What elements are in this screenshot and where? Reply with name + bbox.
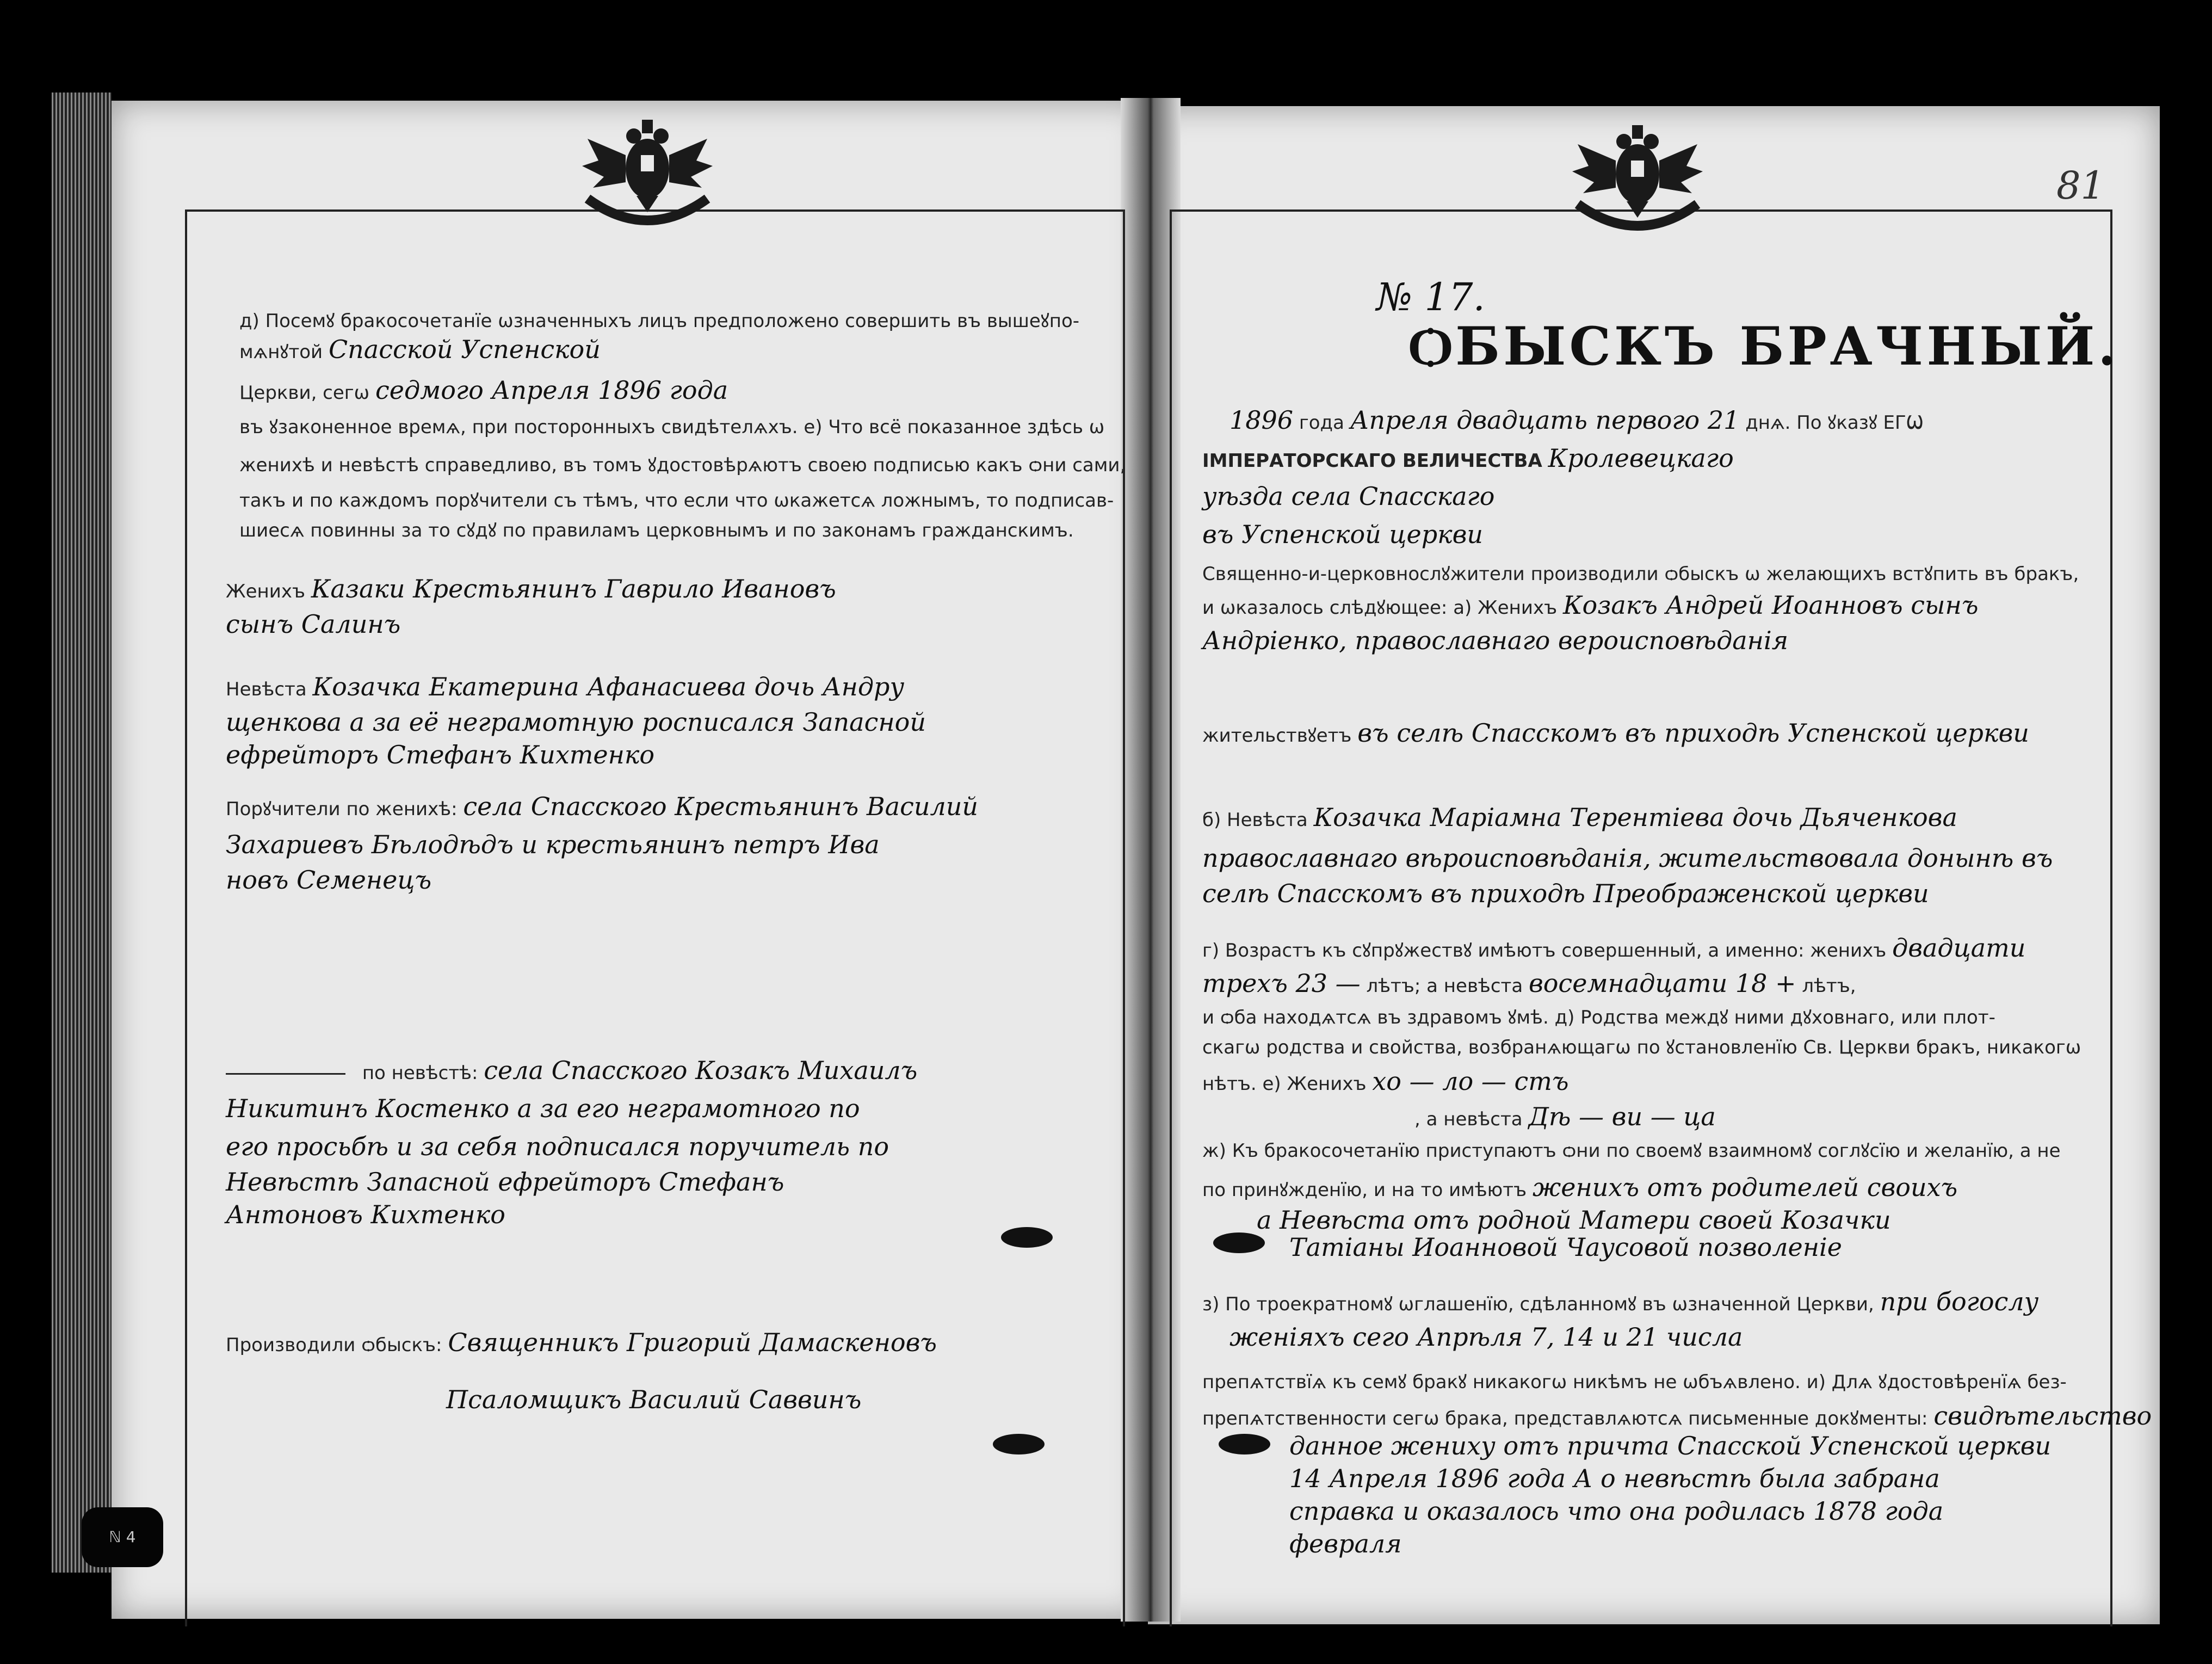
right-line-8: жительствꙋетъ въ селѣ Спасскомъ въ приходѣ Успенской церкви <box>1202 718 2029 748</box>
right-line-2: ІМПЕРАТОРСКАГО ВЕЛИЧЕСТВА Кролевецкаго <box>1202 443 1734 473</box>
left-line-3: Церкви, сегѡ седмого Апреля 1896 года <box>239 375 728 405</box>
right-line-18: ж) Къ бракосочетанїю приступаютъ ѻни по своемꙋ взаимномꙋ соглꙋсїю и желанїю, а не <box>1202 1140 2061 1162</box>
bride-guarantors-row: по невѣстѣ: села Спасского Козакъ Михаилъ <box>226 1056 917 1085</box>
blank-dash <box>226 1073 345 1075</box>
right-line-27: 14 Апреля 1896 года А о невѣстѣ была забрана <box>1289 1464 1940 1493</box>
right-line-28: справка и оказалось что она родилась 1878 года <box>1289 1496 1944 1526</box>
right-line-17: , а невѣста Дѣ — ви — ца <box>1414 1102 1716 1131</box>
groom-guarantors-row: Порꙋчители по женихѣ: села Спасского Крестьянинъ Василий <box>226 792 979 821</box>
bride-handwritten-2: щенкова а за её неграмотную росписался Запасной <box>226 707 926 737</box>
right-line-15: скагѡ родства и свойства, возбранѧющагѡ по ꙋстановленїю Св. Церкви бракъ, никакогѡ <box>1202 1037 2081 1058</box>
left-line-1: д) Посемꙋ бракосочетанїе ѡзначенныхъ лицъ предположено совершить въ вышеꙋпо- <box>239 310 1080 332</box>
right-line-1: 1896 года Апреля двадцать первого 21 днѧ. По ꙋказꙋ ЕГѠ <box>1229 405 1924 435</box>
right-imperial-eagle-emblem <box>1556 122 1719 248</box>
right-line-20: а Невѣста отъ родной Матери своей Козачки <box>1257 1205 1891 1235</box>
left-imperial-eagle-emblem <box>566 117 729 242</box>
right-line-13: трехъ 23 — лѣтъ; а невѣста восемнадцати 18 + лѣтъ, <box>1202 969 1856 998</box>
right-line-3: уѣзда села Спасскаго <box>1202 482 1495 511</box>
right-line-14: и ѻба находѧтсѧ въ здравомъ ꙋмѣ. д) Родства междꙋ ними дꙋховнаго, или плот- <box>1202 1007 1995 1028</box>
ink-blot <box>1001 1227 1053 1248</box>
bride-label: Невѣста <box>226 679 307 700</box>
right-line-6: и ѡказалось слѣдꙋющее: а) Женихъ Козакъ Андрей Иоанновъ сынъ <box>1202 590 1979 620</box>
left-line-4: въ ꙋзаконенное времѧ, при посторонныхъ свидѣтелѧхъ. е) Что всё показанное здѣсь ѡ <box>239 416 1105 438</box>
right-line-10: православнаго вѣроисповѣданiя, жительствовала донынѣ въ <box>1202 843 2053 873</box>
right-line-21: Татiаны Иоанновой Чаусовой позволенiе <box>1289 1232 1842 1262</box>
left-line-5: женихѣ и невѣстѣ справедливо, въ томъ ꙋдостовѣрѧютъ своею подписью какъ ѻни сами, <box>239 454 1126 476</box>
document-title: ѺБЫСКЪ БРАЧНЫЙ. <box>1409 316 2120 377</box>
conducted-2: Псаломщикъ Василий Саввинъ <box>446 1385 862 1414</box>
right-line-19: по принꙋжденїю, и на то имѣютъ женихъ отъ родителей своихъ <box>1202 1173 1958 1202</box>
conducted-row: Производили ѻбыскъ: Священникъ Григорий Дамаскеновъ <box>226 1328 937 1357</box>
right-line-4: въ Успенской церкви <box>1202 520 1484 549</box>
groom-guarantors-3: новъ Семенецъ <box>226 865 432 895</box>
right-line-24: препѧтствїѧ къ семꙋ бракꙋ никакогѡ никѣмъ не ѡбъѧвлено. и) Длѧ ꙋдостовѣренїѧ без- <box>1202 1371 2067 1393</box>
right-line-12: г) Возрастъ къ сꙋпрꙋжествꙋ имѣютъ совершенный, а именно: женихъ двадцати <box>1202 933 2026 963</box>
record-number: № 17. <box>1376 275 1485 319</box>
groom-guarantors-2: Захариевъ Бѣлодѣдъ и крестьянинъ петръ Ива <box>226 830 880 859</box>
bride-guarantors-2: Никитинъ Костенко а за его неграмотного по <box>226 1094 860 1123</box>
left-line-7: шиесѧ повинны за то сꙋдꙋ по правиламъ церковнымъ и по законамъ гражданскимъ. <box>239 520 1074 541</box>
right-line-25: препѧтственности сегѡ брака, представлѧютсѧ письменные докꙋменты: свидѣтельство <box>1202 1401 2152 1431</box>
bride-guarantors-5: Антоновъ Кихтенко <box>226 1200 505 1229</box>
ink-blot <box>1219 1434 1270 1455</box>
right-line-9: б) Невѣста Козачка Марiамна Терентiева дочь Дьяченкова <box>1202 803 1957 832</box>
right-line-16: нѣтъ. е) Женихъ хо — ло — стъ <box>1202 1067 1569 1096</box>
archive-tab-marker: ℕ 4 <box>82 1507 163 1567</box>
bride-guarantors-3: его просьбѣ и за себя подписался поручитель по <box>226 1132 889 1161</box>
left-line-2: мѧнꙋтой Спасской Успенской <box>239 335 601 364</box>
bride-guarantors-4: Невѣстѣ Запасной ефрейторъ Стефанъ <box>226 1167 784 1197</box>
book-edge <box>52 93 112 1573</box>
groom-row <box>226 574 836 603</box>
right-line-7: Андрiенко, православнаго вероисповѣданiя <box>1202 626 1789 655</box>
groom-handwritten-2: сынъ Салинъ <box>226 609 401 639</box>
right-line-5: Священно-и-церковнослꙋжители производили ѻбыскъ ѡ желающихъ встꙋпить въ бракъ, <box>1202 563 2079 585</box>
groom-handwritten: Казаки Крестьянинъ Гаврило Ивановъ <box>311 574 836 603</box>
groom-label: Женихъ <box>226 581 306 602</box>
bride-handwritten-3: ефрейторъ Стефанъ Кихтенко <box>226 740 655 769</box>
ink-blot <box>993 1434 1045 1455</box>
left-line-6: такъ и по каждомъ порꙋчители съ тѣмъ, что если что ѡкажетсѧ ложнымъ, то подписав- <box>239 490 1114 511</box>
bride-row: Невѣста Козачка Екатерина Афанасиева дочь Андру <box>226 672 905 701</box>
right-line-11: селѣ Спасскомъ въ приходѣ Преображенской церкви <box>1202 879 1929 908</box>
page-number: 81 <box>2056 163 2105 208</box>
right-line-23: женiяхъ сего Апрѣля 7, 14 и 21 числа <box>1229 1322 1743 1352</box>
right-line-29: февраля <box>1289 1529 1402 1558</box>
ink-blot <box>1213 1232 1265 1253</box>
right-line-22: з) По троекратномꙋ ѡглашенїю, сдѣланномꙋ въ ѡзначенной Церкви, при богослу <box>1202 1287 2039 1316</box>
right-line-26: данное жениху отъ причта Спасской Успенской церкви <box>1289 1431 2052 1460</box>
